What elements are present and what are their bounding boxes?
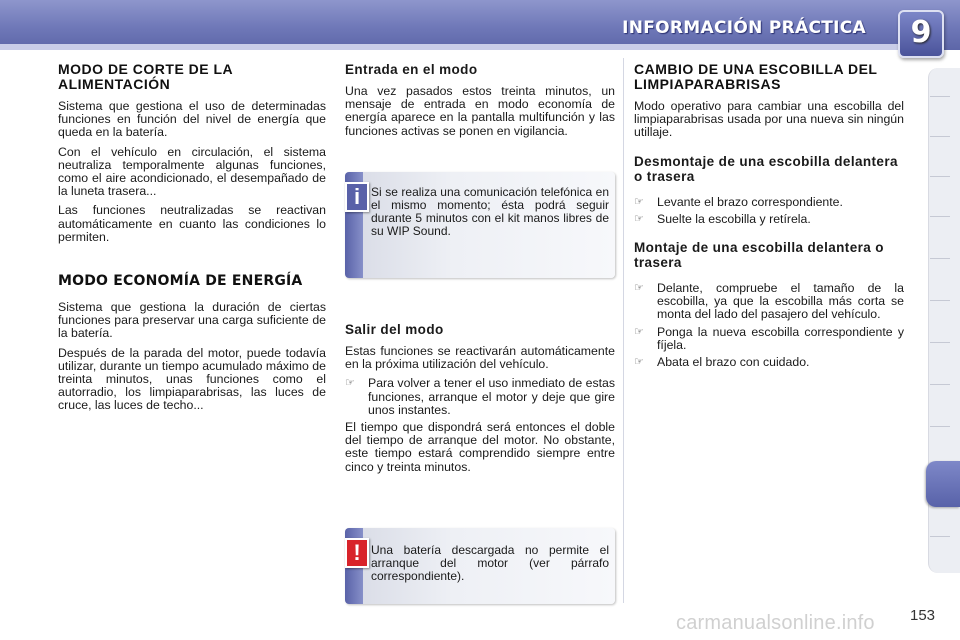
paragraph: Con el vehículo en circulación, el sistema neutraliza temporalmente algunas funciones, como el aire acondicionado, el desempañado de la luneta trasera... [58,144,326,199]
section-title-power-cut: MODO DE CORTE DE LA ALIMENTACIÓN [58,61,233,92]
section-title-energy-economy: MODO ECONOMÍA DE ENERGÍA [58,273,303,290]
tab-divider [930,258,950,259]
info-note [345,172,615,278]
bullet-text: Delante, compruebe el tamaño de la escobilla, ya que la escobilla más corta se monta del lado del pasajero del vehículo. [657,281,904,322]
watermark: carmanualsonline.info [676,612,875,634]
bullet-text: Abata el brazo con cuidado. [657,355,810,370]
bullet-item [634,326,904,352]
bullet-text: Suelte la escobilla y retírela. [657,211,811,226]
tab-divider [930,300,950,301]
bullet-text: Levante el brazo correspondiente. [657,194,843,209]
pointing-hand-icon: ☞ [634,356,644,369]
column-right [634,62,904,373]
column-middle [345,62,615,144]
warning-icon: ! [345,538,369,568]
subsection-title-enter-mode: Entrada en el modo [345,62,478,77]
chapter-tab-active[interactable] [926,461,960,507]
warning-note [345,528,615,604]
chapter-badge [898,10,944,58]
tab-divider [930,176,950,177]
info-icon: i [345,182,369,212]
paragraph: Las funciones neutralizadas se reactivan automáticamente en cuanto las condiciones lo permiten. [58,203,326,244]
paragraph: Una vez pasados estos treinta minutos, un mensaje de entrada en modo economía de energía aparece en la pantalla multifunción y las funciones activas se ponen en vigilancia. [345,84,615,138]
pointing-hand-icon: ☞ [634,282,644,295]
paragraph: Sistema que gestiona el uso de determinadas funciones en función del nivel de energía que queda en la batería. [58,99,326,140]
section-title-wiper-blade: CAMBIO DE UNA ESCOBILLA DEL LIMPIAPARABRISAS [634,61,878,92]
warning-note-text: Una batería descargada no permite el arranque del motor (ver párrafo correspondiente). [371,543,609,583]
paragraph: Después de la parada del motor, puede todavía utilizar, durante un tiempo acumulado máximo de treinta minutos, unas funciones como el autorradio, los limpiaparabrisas, las luces de cruce, las luces de techo... [58,345,326,413]
subsection-title-exit-mode: Salir del modo [345,322,444,337]
tab-divider [930,342,950,343]
chapter-number: 9 [910,15,932,50]
chapter-title: INFORMACIÓN PRÁCTICA [622,18,866,38]
tab-divider [930,426,950,427]
pointing-hand-icon: ☞ [634,195,644,208]
paragraph: El tiempo que dispondrá será entonces el doble del tiempo de arranque del motor. No obstante, este tiempo estará comprendido siempre entre cinco y treinta minutos. [345,420,615,474]
header-stripe [0,44,900,50]
pointing-hand-icon: ☞ [345,377,355,390]
paragraph: Sistema que gestiona la duración de ciertas funciones para preservar una carga suficiente de la batería. [58,300,326,341]
bullet-item [634,282,904,322]
bullet-item [634,196,904,209]
pointing-hand-icon: ☞ [634,212,644,225]
pointing-hand-icon: ☞ [634,325,644,338]
subsection-title-removal: Desmontaje de una escobilla delantera o trasera [634,153,898,184]
tab-divider [930,96,950,97]
tab-divider [930,384,950,385]
column-middle-lower [345,322,615,480]
bullet-text: Para volver a tener el uso inmediato de estas funciones, arranque el motor y deje que gire unos instantes. [368,376,615,417]
bullet-item [345,377,615,417]
tab-divider [930,136,950,137]
bullet-text: Ponga la nueva escobilla correspondiente y fíjela. [657,324,904,352]
paragraph: Estas funciones se reactivarán automáticamente en la próxima utilización del vehículo. [345,344,615,372]
tab-divider [930,536,950,537]
info-note-text: Si se realiza una comunicación telefónica en el mismo momento; ésta podrá seguir durante 5 minutos con el kit manos libres de su WIP Sound. [371,185,609,238]
page-number: 153 [910,607,936,624]
column-divider [623,58,624,603]
column-left [58,62,326,419]
paragraph: Modo operativo para cambiar una escobilla del limpiaparabrisas usada por una nueva sin ningún utillaje. [634,99,904,140]
bullet-item [634,356,904,369]
bullet-item [634,213,904,226]
tab-divider [930,216,950,217]
subsection-title-fitting: Montaje de una escobilla delantera o trasera [634,240,884,271]
